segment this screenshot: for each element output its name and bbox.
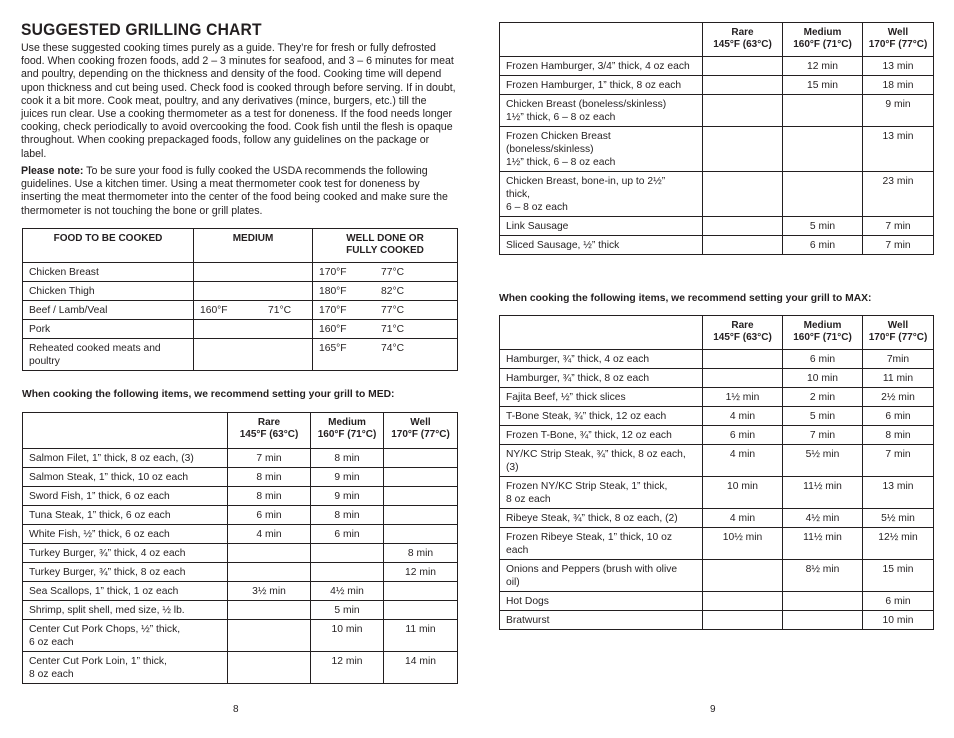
rare-time (228, 563, 311, 582)
med-grill-table (22, 412, 458, 684)
medium-time: 10 min (311, 620, 384, 652)
max-header-medium: Medium 160°F (71°C) (783, 316, 863, 350)
medium-time: 11½ min (783, 528, 863, 560)
rare-time: 3½ min (228, 582, 311, 601)
item-name: Frozen NY/KC Strip Steak, 1” thick, 8 oz each (500, 477, 703, 509)
top-grill-table (499, 22, 934, 255)
table-row (500, 76, 934, 95)
rare-time (228, 620, 311, 652)
table-row (500, 236, 934, 255)
fahrenheit-value: 170°F (319, 305, 347, 316)
table-row (500, 57, 934, 76)
rare-time (703, 172, 783, 217)
celsius-value: 77°C (381, 267, 405, 278)
note-text: To be sure your food is fully cooked the USDA recommends the following guidelines. Use a kitchen timer. Using a meat thermometer cook test for doneness by inserting the meat thermometer into the center of the food being cooked and make sure the thermometer is not touching the bone or grill plates. (21, 165, 448, 217)
table-row (23, 582, 458, 601)
rare-time: 8 min (228, 487, 311, 506)
medium-time: 11½ min (783, 477, 863, 509)
well-time: 13 min (863, 57, 934, 76)
table-row (500, 217, 934, 236)
item-name: Shrimp, split shell, med size, ½ lb. (23, 601, 228, 620)
well-time: 18 min (863, 76, 934, 95)
medium-time (783, 611, 863, 630)
item-name: Hamburger, ¾” thick, 4 oz each (500, 350, 703, 369)
medium-time: 8½ min (783, 560, 863, 592)
top-header-well: Well 170°F (77°C) (863, 23, 934, 57)
medium-time: 5½ min (783, 445, 863, 477)
celsius-value: 71°C (268, 305, 292, 316)
rare-time: 7 min (228, 449, 311, 468)
well-time: 7 min (863, 445, 934, 477)
medium-time (783, 95, 863, 127)
med-temp-cell (194, 339, 313, 371)
table-row (500, 388, 934, 407)
medium-time: 4½ min (311, 582, 384, 601)
well-time: 12½ min (863, 528, 934, 560)
rare-time (228, 601, 311, 620)
well-time (384, 525, 458, 544)
well-temp-cell (313, 282, 458, 301)
well-time (384, 582, 458, 601)
food-name: Chicken Thigh (23, 282, 194, 301)
well-time: 11 min (384, 620, 458, 652)
medium-time: 9 min (311, 468, 384, 487)
medium-time: 8 min (311, 506, 384, 525)
rare-time (703, 127, 783, 172)
medium-time: 7 min (783, 426, 863, 445)
table-row (23, 620, 458, 652)
well-time (384, 506, 458, 525)
well-time: 10 min (863, 611, 934, 630)
rare-time: 10½ min (703, 528, 783, 560)
rare-time (703, 350, 783, 369)
medium-time: 12 min (311, 652, 384, 684)
well-time (384, 449, 458, 468)
table-row (23, 263, 458, 282)
rare-time: 4 min (703, 407, 783, 426)
item-name: Turkey Burger, ¾” thick, 4 oz each (23, 544, 228, 563)
rare-time (703, 369, 783, 388)
med-temp-cell (194, 263, 313, 282)
item-name: Bratwurst (500, 611, 703, 630)
well-temp-cell (313, 320, 458, 339)
rare-time (703, 76, 783, 95)
table-row (23, 506, 458, 525)
item-name: Chicken Breast, bone-in, up to 2½” thick, 6 – 8 oz each (500, 172, 703, 217)
rare-time: 4 min (228, 525, 311, 544)
well-time (384, 487, 458, 506)
table-row (23, 525, 458, 544)
table-row (500, 95, 934, 127)
well-time (384, 468, 458, 487)
medium-time: 2 min (783, 388, 863, 407)
top-header-item (500, 23, 703, 57)
well-time: 6 min (863, 407, 934, 426)
rare-time (228, 544, 311, 563)
med-header-medium: Medium 160°F (71°C) (311, 413, 384, 449)
well-temp-cell (313, 301, 458, 320)
item-name: Sword Fish, 1” thick, 6 oz each (23, 487, 228, 506)
table-row (500, 509, 934, 528)
food-name: Reheated cooked meats and poultry (23, 339, 194, 371)
table-row (500, 127, 934, 172)
celsius-value: 77°C (381, 305, 405, 316)
item-name: NY/KC Strip Steak, ¾” thick, 8 oz each, (3) (500, 445, 703, 477)
medium-time: 4½ min (783, 509, 863, 528)
celsius-value: 74°C (381, 343, 405, 354)
rare-time: 1½ min (703, 388, 783, 407)
rare-time (228, 652, 311, 684)
temp-header-food: FOOD TO BE COOKED (23, 229, 194, 263)
item-name: Chicken Breast (boneless/skinless) 1½” thick, 6 – 8 oz each (500, 95, 703, 127)
med-temp-cell (194, 282, 313, 301)
item-name: Center Cut Pork Chops, ½” thick, 6 oz each (23, 620, 228, 652)
med-heading: When cooking the following items, we recommend setting your grill to MED: (22, 389, 395, 400)
well-time: 2½ min (863, 388, 934, 407)
medium-time: 6 min (783, 236, 863, 255)
fahrenheit-value: 165°F (319, 343, 347, 354)
food-name: Beef / Lamb/Veal (23, 301, 194, 320)
well-time: 7 min (863, 217, 934, 236)
temp-header-well: WELL DONE OR FULLY COOKED (313, 229, 458, 263)
rare-time: 6 min (703, 426, 783, 445)
temperature-table (22, 228, 458, 371)
table-row (23, 468, 458, 487)
item-name: Center Cut Pork Loin, 1” thick, 8 oz each (23, 652, 228, 684)
table-row (23, 563, 458, 582)
item-name: T-Bone Steak, ¾” thick, 12 oz each (500, 407, 703, 426)
well-time: 15 min (863, 560, 934, 592)
item-name: Frozen Chicken Breast (boneless/skinless) 1½” thick, 6 – 8 oz each (500, 127, 703, 172)
item-name: Hot Dogs (500, 592, 703, 611)
medium-time: 6 min (311, 525, 384, 544)
fahrenheit-value: 170°F (319, 267, 347, 278)
rare-time: 6 min (228, 506, 311, 525)
table-row (500, 611, 934, 630)
well-time: 13 min (863, 477, 934, 509)
max-header-rare: Rare 145°F (63°C) (703, 316, 783, 350)
medium-time: 15 min (783, 76, 863, 95)
well-temp-cell (313, 263, 458, 282)
med-temp-cell (194, 320, 313, 339)
rare-time (703, 592, 783, 611)
top-header-rare: Rare 145°F (63°C) (703, 23, 783, 57)
item-name: Salmon Steak, 1” thick, 10 oz each (23, 468, 228, 487)
table-row (23, 601, 458, 620)
item-name: Frozen Hamburger, 1” thick, 8 oz each (500, 76, 703, 95)
med-temp-cell (194, 301, 313, 320)
item-name: Frozen Ribeye Steak, 1” thick, 10 oz each (500, 528, 703, 560)
table-row (500, 407, 934, 426)
med-header-item (23, 413, 228, 449)
rare-time (703, 57, 783, 76)
medium-time: 5 min (783, 407, 863, 426)
table-row (500, 426, 934, 445)
medium-time: 10 min (783, 369, 863, 388)
food-name: Pork (23, 320, 194, 339)
intro-paragraph: Use these suggested cooking times purely as a guide. They’re for fresh or fully defrosted food. When cooking frozen foods, add 2 – 3 minutes for seafood, and 3 – 6 minutes for meat and poultry, depending on the thickness and density of the food. Cooking time will depend upon thickness and cut being used. Check food is cooked through before serving. If in doubt, cook it a bit more. Cook meat, poultry, and any derivatives (mince, burgers, etc.) till the juices run clear. Use a cooking thermometer as a test for doneness. If the food needs longer cooking, check periodically to avoid overcooking the food. Cook fish until the flesh is opaque throughout. When cooking prepackaged foods, follow any guidelines on the package or label. (21, 42, 456, 160)
item-name: White Fish, ½” thick, 6 oz each (23, 525, 228, 544)
med-header-rare: Rare 145°F (63°C) (228, 413, 311, 449)
max-header-well: Well 170°F (77°C) (863, 316, 934, 350)
well-time (384, 601, 458, 620)
well-time: 8 min (863, 426, 934, 445)
table-row (23, 487, 458, 506)
rare-time: 8 min (228, 468, 311, 487)
well-time: 11 min (863, 369, 934, 388)
table-row (23, 282, 458, 301)
rare-time (703, 560, 783, 592)
item-name: Salmon Filet, 1” thick, 8 oz each, (3) (23, 449, 228, 468)
temp-header-medium: MEDIUM (194, 229, 313, 263)
well-time: 23 min (863, 172, 934, 217)
rare-time (703, 95, 783, 127)
max-grill-table (499, 315, 934, 630)
max-heading: When cooking the following items, we recommend setting your grill to MAX: (499, 293, 872, 304)
table-row (23, 339, 458, 371)
med-header-well: Well 170°F (77°C) (384, 413, 458, 449)
item-name: Sea Scallops, 1” thick, 1 oz each (23, 582, 228, 601)
rare-time: 10 min (703, 477, 783, 509)
note-paragraph (21, 165, 456, 218)
well-temp-cell (313, 339, 458, 371)
rare-time: 4 min (703, 509, 783, 528)
well-time: 5½ min (863, 509, 934, 528)
medium-time (783, 172, 863, 217)
table-row (500, 369, 934, 388)
item-name: Frozen T-Bone, ¾” thick, 12 oz each (500, 426, 703, 445)
item-name: Link Sausage (500, 217, 703, 236)
rare-time (703, 217, 783, 236)
fahrenheit-value: 160°F (319, 324, 347, 335)
fahrenheit-value: 160°F (200, 305, 228, 316)
rare-time (703, 236, 783, 255)
table-row (23, 544, 458, 563)
medium-time: 5 min (311, 601, 384, 620)
table-row (500, 477, 934, 509)
well-time: 14 min (384, 652, 458, 684)
table-row (500, 560, 934, 592)
well-time: 12 min (384, 563, 458, 582)
well-time: 7 min (863, 236, 934, 255)
well-time: 8 min (384, 544, 458, 563)
table-row (23, 301, 458, 320)
medium-time: 6 min (783, 350, 863, 369)
well-time: 13 min (863, 127, 934, 172)
table-row (23, 652, 458, 684)
item-name: Tuna Steak, 1” thick, 6 oz each (23, 506, 228, 525)
top-header-medium: Medium 160°F (71°C) (783, 23, 863, 57)
table-row (500, 528, 934, 560)
well-time: 6 min (863, 592, 934, 611)
max-header-item (500, 316, 703, 350)
celsius-value: 82°C (381, 286, 405, 297)
food-name: Chicken Breast (23, 263, 194, 282)
medium-time (311, 563, 384, 582)
item-name: Fajita Beef, ½” thick slices (500, 388, 703, 407)
page-number-right: 9 (710, 704, 716, 715)
rare-time: 4 min (703, 445, 783, 477)
item-name: Onions and Peppers (brush with olive oil) (500, 560, 703, 592)
item-name: Hamburger, ¾” thick, 8 oz each (500, 369, 703, 388)
item-name: Sliced Sausage, ½” thick (500, 236, 703, 255)
table-row (500, 592, 934, 611)
well-time: 7min (863, 350, 934, 369)
fahrenheit-value: 180°F (319, 286, 347, 297)
table-row (23, 320, 458, 339)
item-name: Frozen Hamburger, 3/4” thick, 4 oz each (500, 57, 703, 76)
table-row (500, 172, 934, 217)
note-label: Please note: (21, 165, 84, 177)
medium-time: 5 min (783, 217, 863, 236)
celsius-value: 71°C (381, 324, 405, 335)
medium-time: 8 min (311, 449, 384, 468)
medium-time (783, 127, 863, 172)
item-name: Ribeye Steak, ¾” thick, 8 oz each, (2) (500, 509, 703, 528)
rare-time (703, 611, 783, 630)
medium-time: 12 min (783, 57, 863, 76)
page-number-left: 8 (233, 704, 239, 715)
page-title: SUGGESTED GRILLING CHART (21, 20, 262, 39)
item-name: Turkey Burger, ¾” thick, 8 oz each (23, 563, 228, 582)
medium-time: 9 min (311, 487, 384, 506)
table-row (23, 449, 458, 468)
well-time: 9 min (863, 95, 934, 127)
medium-time (311, 544, 384, 563)
medium-time (783, 592, 863, 611)
table-row (500, 350, 934, 369)
table-row (500, 445, 934, 477)
